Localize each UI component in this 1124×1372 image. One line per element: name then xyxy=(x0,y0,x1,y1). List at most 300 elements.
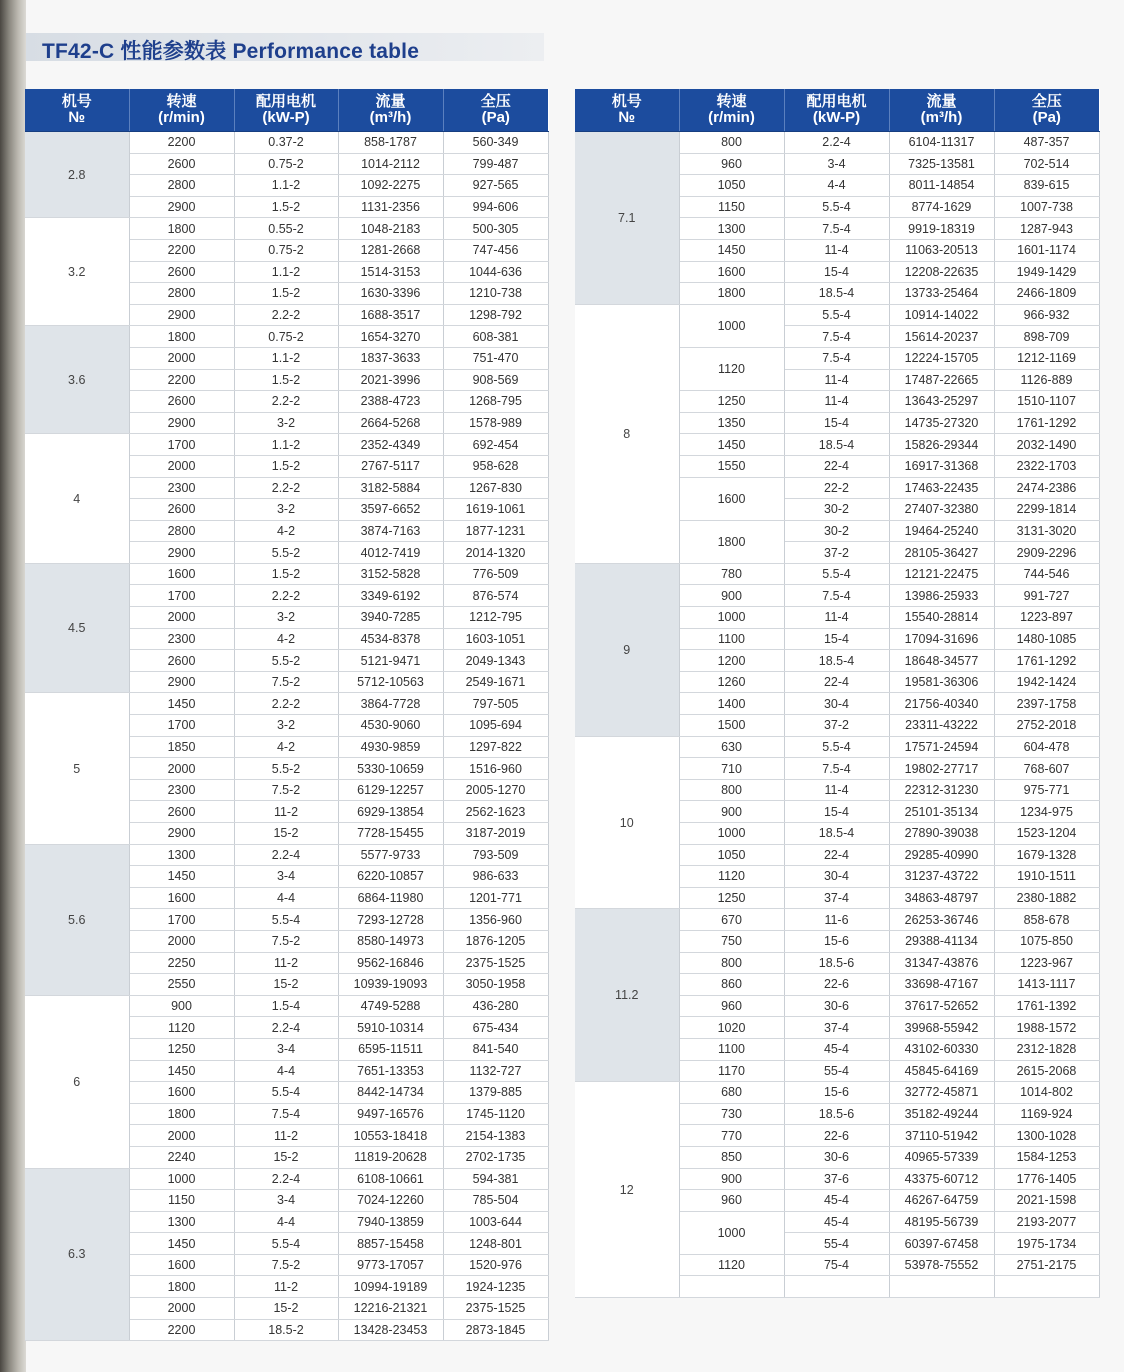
flow-cell: 1688-3517 xyxy=(338,304,443,326)
motor-cell: 37-4 xyxy=(784,1017,889,1039)
flow-cell: 4930-9859 xyxy=(338,736,443,758)
flow-cell: 5712-10563 xyxy=(338,671,443,693)
rpm-cell: 2800 xyxy=(129,175,234,197)
flow-cell: 19581-36306 xyxy=(889,671,994,693)
flow-cell: 9773-17057 xyxy=(338,1254,443,1276)
motor-cell: 1.5-2 xyxy=(234,196,338,218)
pressure-cell: 1745-1120 xyxy=(443,1103,548,1125)
pressure-cell: 898-709 xyxy=(994,326,1099,348)
pressure-cell: 1379-885 xyxy=(443,1082,548,1104)
rpm-cell: 1800 xyxy=(129,1276,234,1298)
motor-cell: 15-2 xyxy=(234,823,338,845)
motor-cell: 2.2-2 xyxy=(234,304,338,326)
pressure-cell: 1520-976 xyxy=(443,1254,548,1276)
flow-cell: 1048-2183 xyxy=(338,218,443,240)
model-number: 11.2 xyxy=(575,909,679,1082)
rpm-cell: 1700 xyxy=(129,585,234,607)
flow-cell: 37110-51942 xyxy=(889,1125,994,1147)
flow-cell: 1281-2668 xyxy=(338,239,443,261)
rpm-cell: 800 xyxy=(679,132,784,154)
model-number: 3.6 xyxy=(25,326,129,434)
rpm-cell: 630 xyxy=(679,736,784,758)
flow-cell: 3349-6192 xyxy=(338,585,443,607)
motor-cell: 2.2-2 xyxy=(234,477,338,499)
rpm-cell: 1450 xyxy=(129,693,234,715)
flow-cell: 33698-47167 xyxy=(889,974,994,996)
motor-cell: 30-4 xyxy=(784,693,889,715)
motor-cell: 37-2 xyxy=(784,715,889,737)
flow-cell: 43102-60330 xyxy=(889,1038,994,1060)
motor-cell: 2.2-4 xyxy=(234,1017,338,1039)
pressure-cell: 908-569 xyxy=(443,369,548,391)
rpm-cell: 2550 xyxy=(129,974,234,996)
pressure-cell: 1776-1405 xyxy=(994,1168,1099,1190)
flow-cell: 8774-1629 xyxy=(889,196,994,218)
flow-cell: 37617-52652 xyxy=(889,995,994,1017)
motor-cell: 15-6 xyxy=(784,930,889,952)
motor-cell: 5.5-4 xyxy=(234,1233,338,1255)
motor-cell xyxy=(784,1276,889,1298)
rpm-cell: 1260 xyxy=(679,671,784,693)
pressure-cell: 608-381 xyxy=(443,326,548,348)
motor-cell: 55-4 xyxy=(784,1060,889,1082)
motor-cell: 18.5-4 xyxy=(784,434,889,456)
rpm-cell: 1500 xyxy=(679,715,784,737)
flow-cell: 7293-12728 xyxy=(338,909,443,931)
rpm-cell: 1100 xyxy=(679,1038,784,1060)
pressure-cell: 3187-2019 xyxy=(443,823,548,845)
pressure-cell: 1234-975 xyxy=(994,801,1099,823)
flow-cell: 5330-10659 xyxy=(338,758,443,780)
pressure-cell: 839-615 xyxy=(994,175,1099,197)
motor-cell: 2.2-2 xyxy=(234,693,338,715)
pressure-cell: 986-633 xyxy=(443,866,548,888)
pressure-cell: 1300-1028 xyxy=(994,1125,1099,1147)
pressure-cell: 1988-1572 xyxy=(994,1017,1099,1039)
table-row xyxy=(25,995,548,1017)
flow-cell: 25101-35134 xyxy=(889,801,994,823)
rpm-cell: 2240 xyxy=(129,1146,234,1168)
flow-cell: 858-1787 xyxy=(338,132,443,154)
flow-cell: 1837-3633 xyxy=(338,347,443,369)
pressure-cell: 1356-960 xyxy=(443,909,548,931)
header-model: 机号 № xyxy=(25,89,129,132)
pressure-cell: 692-454 xyxy=(443,434,548,456)
pressure-cell: 1298-792 xyxy=(443,304,548,326)
table-row xyxy=(25,1168,548,1190)
pressure-cell: 966-932 xyxy=(994,304,1099,326)
motor-cell: 15-4 xyxy=(784,801,889,823)
motor-cell: 22-4 xyxy=(784,455,889,477)
pressure-cell: 1223-897 xyxy=(994,607,1099,629)
flow-cell: 26253-36746 xyxy=(889,909,994,931)
motor-cell: 22-6 xyxy=(784,1125,889,1147)
motor-cell: 4-4 xyxy=(784,175,889,197)
rpm-cell: 1050 xyxy=(679,175,784,197)
motor-cell: 7.5-4 xyxy=(784,585,889,607)
flow-cell: 3152-5828 xyxy=(338,563,443,585)
pressure-cell: 1761-1392 xyxy=(994,995,1099,1017)
rpm-cell: 1120 xyxy=(679,1254,784,1276)
flow-cell: 17571-24594 xyxy=(889,736,994,758)
motor-cell: 1.5-2 xyxy=(234,563,338,585)
flow-cell: 7940-13859 xyxy=(338,1211,443,1233)
rpm-cell: 2300 xyxy=(129,779,234,801)
flow-cell: 14735-27320 xyxy=(889,412,994,434)
pressure-cell: 991-727 xyxy=(994,585,1099,607)
flow-cell: 3874-7163 xyxy=(338,520,443,542)
book-spine-shadow xyxy=(0,0,26,1372)
motor-cell: 15-2 xyxy=(234,974,338,996)
motor-cell: 4-4 xyxy=(234,1060,338,1082)
rpm-cell: 2600 xyxy=(129,153,234,175)
motor-cell: 3-4 xyxy=(234,1038,338,1060)
flow-cell: 6864-11980 xyxy=(338,887,443,909)
flow-cell: 4749-5288 xyxy=(338,995,443,1017)
motor-cell: 18.5-4 xyxy=(784,650,889,672)
pressure-cell: 1910-1511 xyxy=(994,866,1099,888)
page-title: TF42-C 性能参数表 Performance table xyxy=(42,40,420,63)
motor-cell: 4-2 xyxy=(234,736,338,758)
flow-cell: 27890-39038 xyxy=(889,823,994,845)
flow-cell: 13428-23453 xyxy=(338,1319,443,1341)
model-number: 12 xyxy=(575,1082,679,1298)
table-row xyxy=(25,693,548,715)
flow-cell: 23311-43222 xyxy=(889,715,994,737)
rpm-cell: 1550 xyxy=(679,455,784,477)
motor-cell: 7.5-2 xyxy=(234,930,338,952)
rpm-cell: 1150 xyxy=(679,196,784,218)
motor-cell: 30-6 xyxy=(784,995,889,1017)
rpm-cell: 2200 xyxy=(129,369,234,391)
rpm-cell: 1020 xyxy=(679,1017,784,1039)
motor-cell: 22-4 xyxy=(784,671,889,693)
flow-cell: 12121-22475 xyxy=(889,563,994,585)
rpm-cell: 2600 xyxy=(129,391,234,413)
rpm-cell: 1600 xyxy=(679,261,784,283)
pressure-cell: 594-381 xyxy=(443,1168,548,1190)
flow-cell: 4534-8378 xyxy=(338,628,443,650)
pressure-cell: 3050-1958 xyxy=(443,974,548,996)
rpm-cell: 2200 xyxy=(129,1319,234,1341)
rpm-cell: 1600 xyxy=(129,887,234,909)
flow-cell: 2664-5268 xyxy=(338,412,443,434)
rpm-cell: 1700 xyxy=(129,434,234,456)
pressure-cell: 1287-943 xyxy=(994,218,1099,240)
flow-cell: 13643-25297 xyxy=(889,391,994,413)
motor-cell: 3-2 xyxy=(234,607,338,629)
flow-cell: 2767-5117 xyxy=(338,455,443,477)
motor-cell: 5.5-2 xyxy=(234,542,338,564)
flow-cell: 18648-34577 xyxy=(889,650,994,672)
pressure-cell: 1679-1328 xyxy=(994,844,1099,866)
flow-cell: 15826-29344 xyxy=(889,434,994,456)
rpm-cell: 1120 xyxy=(679,866,784,888)
rpm-cell: 1300 xyxy=(679,218,784,240)
motor-cell: 15-6 xyxy=(784,1082,889,1104)
pressure-cell: 604-478 xyxy=(994,736,1099,758)
flow-cell: 13733-25464 xyxy=(889,283,994,305)
motor-cell: 11-4 xyxy=(784,239,889,261)
pressure-cell: 1480-1085 xyxy=(994,628,1099,650)
flow-cell: 29388-41134 xyxy=(889,930,994,952)
rpm-cell: 2600 xyxy=(129,801,234,823)
rpm-cell: 2900 xyxy=(129,412,234,434)
pressure-cell: 744-546 xyxy=(994,563,1099,585)
flow-cell: 4012-7419 xyxy=(338,542,443,564)
pressure-cell: 1942-1424 xyxy=(994,671,1099,693)
model-number: 3.2 xyxy=(25,218,129,326)
rpm-cell: 1400 xyxy=(679,693,784,715)
header-row xyxy=(575,89,1099,132)
model-number: 7.1 xyxy=(575,132,679,305)
pressure-cell: 1212-1169 xyxy=(994,347,1099,369)
rpm-cell: 1600 xyxy=(129,1082,234,1104)
pressure-cell: 751-470 xyxy=(443,347,548,369)
rpm-cell: 780 xyxy=(679,563,784,585)
motor-cell: 1.1-2 xyxy=(234,175,338,197)
motor-cell: 1.5-2 xyxy=(234,369,338,391)
motor-cell: 0.37-2 xyxy=(234,132,338,154)
rpm-cell: 710 xyxy=(679,758,784,780)
pressure-cell: 1044-636 xyxy=(443,261,548,283)
model-number: 8 xyxy=(575,304,679,563)
model-number: 4.5 xyxy=(25,563,129,693)
rpm-cell: 1120 xyxy=(679,347,784,390)
rpm-cell: 1700 xyxy=(129,715,234,737)
header-rpm: 转速 (r/min) xyxy=(679,89,784,132)
motor-cell: 11-2 xyxy=(234,952,338,974)
rpm-cell: 2000 xyxy=(129,607,234,629)
performance-table-right xyxy=(575,89,1100,1298)
rpm-cell: 800 xyxy=(679,779,784,801)
pressure-cell: 2375-1525 xyxy=(443,952,548,974)
pressure-cell: 1248-801 xyxy=(443,1233,548,1255)
rpm-cell: 1700 xyxy=(129,909,234,931)
rpm-cell: 1120 xyxy=(129,1017,234,1039)
pressure-cell: 1210-738 xyxy=(443,283,548,305)
motor-cell: 22-2 xyxy=(784,477,889,499)
motor-cell: 11-4 xyxy=(784,779,889,801)
motor-cell: 22-6 xyxy=(784,974,889,996)
flow-cell: 9919-18319 xyxy=(889,218,994,240)
model-number: 9 xyxy=(575,563,679,736)
motor-cell: 0.75-2 xyxy=(234,153,338,175)
pressure-cell: 1876-1205 xyxy=(443,930,548,952)
rpm-cell: 1000 xyxy=(679,1211,784,1254)
rpm-cell: 1800 xyxy=(679,520,784,563)
pressure-cell: 702-514 xyxy=(994,153,1099,175)
rpm-cell: 1800 xyxy=(129,326,234,348)
model-number: 6.3 xyxy=(25,1168,129,1341)
pressure-cell: 2873-1845 xyxy=(443,1319,548,1341)
motor-cell: 45-4 xyxy=(784,1038,889,1060)
pressure-cell: 1201-771 xyxy=(443,887,548,909)
table-row xyxy=(575,563,1099,585)
rpm-cell: 2800 xyxy=(129,520,234,542)
rpm-cell: 850 xyxy=(679,1146,784,1168)
model-number: 5.6 xyxy=(25,844,129,995)
motor-cell: 1.5-2 xyxy=(234,283,338,305)
pressure-cell: 1095-694 xyxy=(443,715,548,737)
pressure-cell: 1132-727 xyxy=(443,1060,548,1082)
pressure-cell: 1297-822 xyxy=(443,736,548,758)
rpm-cell: 1000 xyxy=(679,304,784,347)
flow-cell: 6104-11317 xyxy=(889,132,994,154)
rpm-cell: 1100 xyxy=(679,628,784,650)
flow-cell: 3182-5884 xyxy=(338,477,443,499)
rpm-cell: 680 xyxy=(679,1082,784,1104)
motor-cell: 1.1-2 xyxy=(234,434,338,456)
pressure-cell: 785-504 xyxy=(443,1190,548,1212)
flow-cell: 5910-10314 xyxy=(338,1017,443,1039)
pressure-cell: 1761-1292 xyxy=(994,650,1099,672)
motor-cell: 18.5-6 xyxy=(784,952,889,974)
rpm-cell: 2000 xyxy=(129,1125,234,1147)
motor-cell: 5.5-4 xyxy=(784,563,889,585)
rpm-cell: 800 xyxy=(679,952,784,974)
flow-cell: 43375-60712 xyxy=(889,1168,994,1190)
flow-cell: 1630-3396 xyxy=(338,283,443,305)
flow-cell: 7325-13581 xyxy=(889,153,994,175)
pressure-cell: 1975-1734 xyxy=(994,1233,1099,1255)
pressure-cell: 768-607 xyxy=(994,758,1099,780)
flow-cell xyxy=(889,1276,994,1298)
motor-cell: 3-2 xyxy=(234,412,338,434)
pressure-cell: 2322-1703 xyxy=(994,455,1099,477)
motor-cell: 4-4 xyxy=(234,1211,338,1233)
motor-cell: 22-4 xyxy=(784,844,889,866)
motor-cell: 7.5-4 xyxy=(784,326,889,348)
rpm-cell: 2900 xyxy=(129,542,234,564)
flow-cell: 3597-6652 xyxy=(338,499,443,521)
motor-cell: 0.75-2 xyxy=(234,326,338,348)
flow-cell: 8857-15458 xyxy=(338,1233,443,1255)
header-pressure: 全压 (Pa) xyxy=(443,89,548,132)
pressure-cell: 1007-738 xyxy=(994,196,1099,218)
rpm-cell: 1600 xyxy=(129,1254,234,1276)
pressure-cell: 436-280 xyxy=(443,995,548,1017)
header-model: 机号 № xyxy=(575,89,679,132)
rpm-cell: 1800 xyxy=(129,218,234,240)
pressure-cell: 2375-1525 xyxy=(443,1298,548,1320)
rpm-cell: 2200 xyxy=(129,132,234,154)
flow-cell: 32772-45871 xyxy=(889,1082,994,1104)
pressure-cell: 958-628 xyxy=(443,455,548,477)
rpm-cell: 1850 xyxy=(129,736,234,758)
pressure-cell: 1413-1117 xyxy=(994,974,1099,996)
pressure-cell: 927-565 xyxy=(443,175,548,197)
flow-cell: 10994-19189 xyxy=(338,1276,443,1298)
motor-cell: 37-2 xyxy=(784,542,889,564)
model-number: 4 xyxy=(25,434,129,564)
pressure-cell: 876-574 xyxy=(443,585,548,607)
pressure-cell: 2474-2386 xyxy=(994,477,1099,499)
motor-cell: 30-4 xyxy=(784,866,889,888)
rpm-cell: 1450 xyxy=(129,1060,234,1082)
pressure-cell: 1003-644 xyxy=(443,1211,548,1233)
motor-cell: 1.1-2 xyxy=(234,347,338,369)
pressure-cell: 560-349 xyxy=(443,132,548,154)
pressure-cell: 1169-924 xyxy=(994,1103,1099,1125)
motor-cell: 3-2 xyxy=(234,499,338,521)
rpm-cell: 2200 xyxy=(129,239,234,261)
motor-cell: 5.5-4 xyxy=(784,736,889,758)
rpm-cell: 2900 xyxy=(129,304,234,326)
rpm-cell: 1170 xyxy=(679,1060,784,1082)
pressure-cell: 1014-802 xyxy=(994,1082,1099,1104)
flow-cell: 10553-18418 xyxy=(338,1125,443,1147)
motor-cell: 30-2 xyxy=(784,499,889,521)
table-row xyxy=(25,844,548,866)
pressure-cell: 858-678 xyxy=(994,909,1099,931)
flow-cell: 7024-12260 xyxy=(338,1190,443,1212)
header-flow: 流量 (m³/h) xyxy=(889,89,994,132)
table-row xyxy=(575,304,1099,326)
pressure-cell: 2909-2296 xyxy=(994,542,1099,564)
table-row xyxy=(25,434,548,456)
motor-cell: 5.5-4 xyxy=(234,909,338,931)
rpm-cell: 1800 xyxy=(129,1103,234,1125)
flow-cell: 7651-13353 xyxy=(338,1060,443,1082)
motor-cell: 11-2 xyxy=(234,1125,338,1147)
pressure-cell: 2014-1320 xyxy=(443,542,548,564)
flow-cell: 15614-20237 xyxy=(889,326,994,348)
rpm-cell: 1000 xyxy=(679,823,784,845)
pressure-cell: 2380-1882 xyxy=(994,887,1099,909)
pressure-cell: 1523-1204 xyxy=(994,823,1099,845)
table-row xyxy=(575,909,1099,931)
pressure-cell: 487-357 xyxy=(994,132,1099,154)
flow-cell: 39968-55942 xyxy=(889,1017,994,1039)
table-row xyxy=(25,218,548,240)
header-flow: 流量 (m³/h) xyxy=(338,89,443,132)
motor-cell: 18.5-4 xyxy=(784,283,889,305)
motor-cell: 7.5-2 xyxy=(234,779,338,801)
pressure-cell: 1949-1429 xyxy=(994,261,1099,283)
rpm-cell: 1350 xyxy=(679,412,784,434)
motor-cell: 5.5-4 xyxy=(784,304,889,326)
pressure-cell: 2299-1814 xyxy=(994,499,1099,521)
pressure-cell: 2751-2175 xyxy=(994,1254,1099,1276)
pressure-cell xyxy=(994,1276,1099,1298)
motor-cell: 7.5-2 xyxy=(234,1254,338,1276)
performance-table-left xyxy=(25,89,549,1341)
pressure-cell: 2562-1623 xyxy=(443,801,548,823)
flow-cell: 15540-28814 xyxy=(889,607,994,629)
flow-cell: 12216-21321 xyxy=(338,1298,443,1320)
rpm-cell: 2900 xyxy=(129,823,234,845)
flow-cell: 19802-27717 xyxy=(889,758,994,780)
rpm-cell: 770 xyxy=(679,1125,784,1147)
flow-cell: 7728-15455 xyxy=(338,823,443,845)
motor-cell: 7.5-4 xyxy=(784,347,889,369)
rpm-cell: 2000 xyxy=(129,758,234,780)
pressure-cell: 994-606 xyxy=(443,196,548,218)
pressure-cell: 2549-1671 xyxy=(443,671,548,693)
rpm-cell: 1250 xyxy=(679,391,784,413)
rpm-cell: 1600 xyxy=(129,563,234,585)
pressure-cell: 2397-1758 xyxy=(994,693,1099,715)
motor-cell: 5.5-2 xyxy=(234,650,338,672)
flow-cell: 2352-4349 xyxy=(338,434,443,456)
rpm-cell: 1000 xyxy=(679,607,784,629)
flow-cell: 13986-25933 xyxy=(889,585,994,607)
header-motor: 配用电机 (kW-P) xyxy=(234,89,338,132)
motor-cell: 2.2-2 xyxy=(234,585,338,607)
rpm-cell: 1250 xyxy=(679,887,784,909)
rpm-cell: 960 xyxy=(679,1190,784,1212)
